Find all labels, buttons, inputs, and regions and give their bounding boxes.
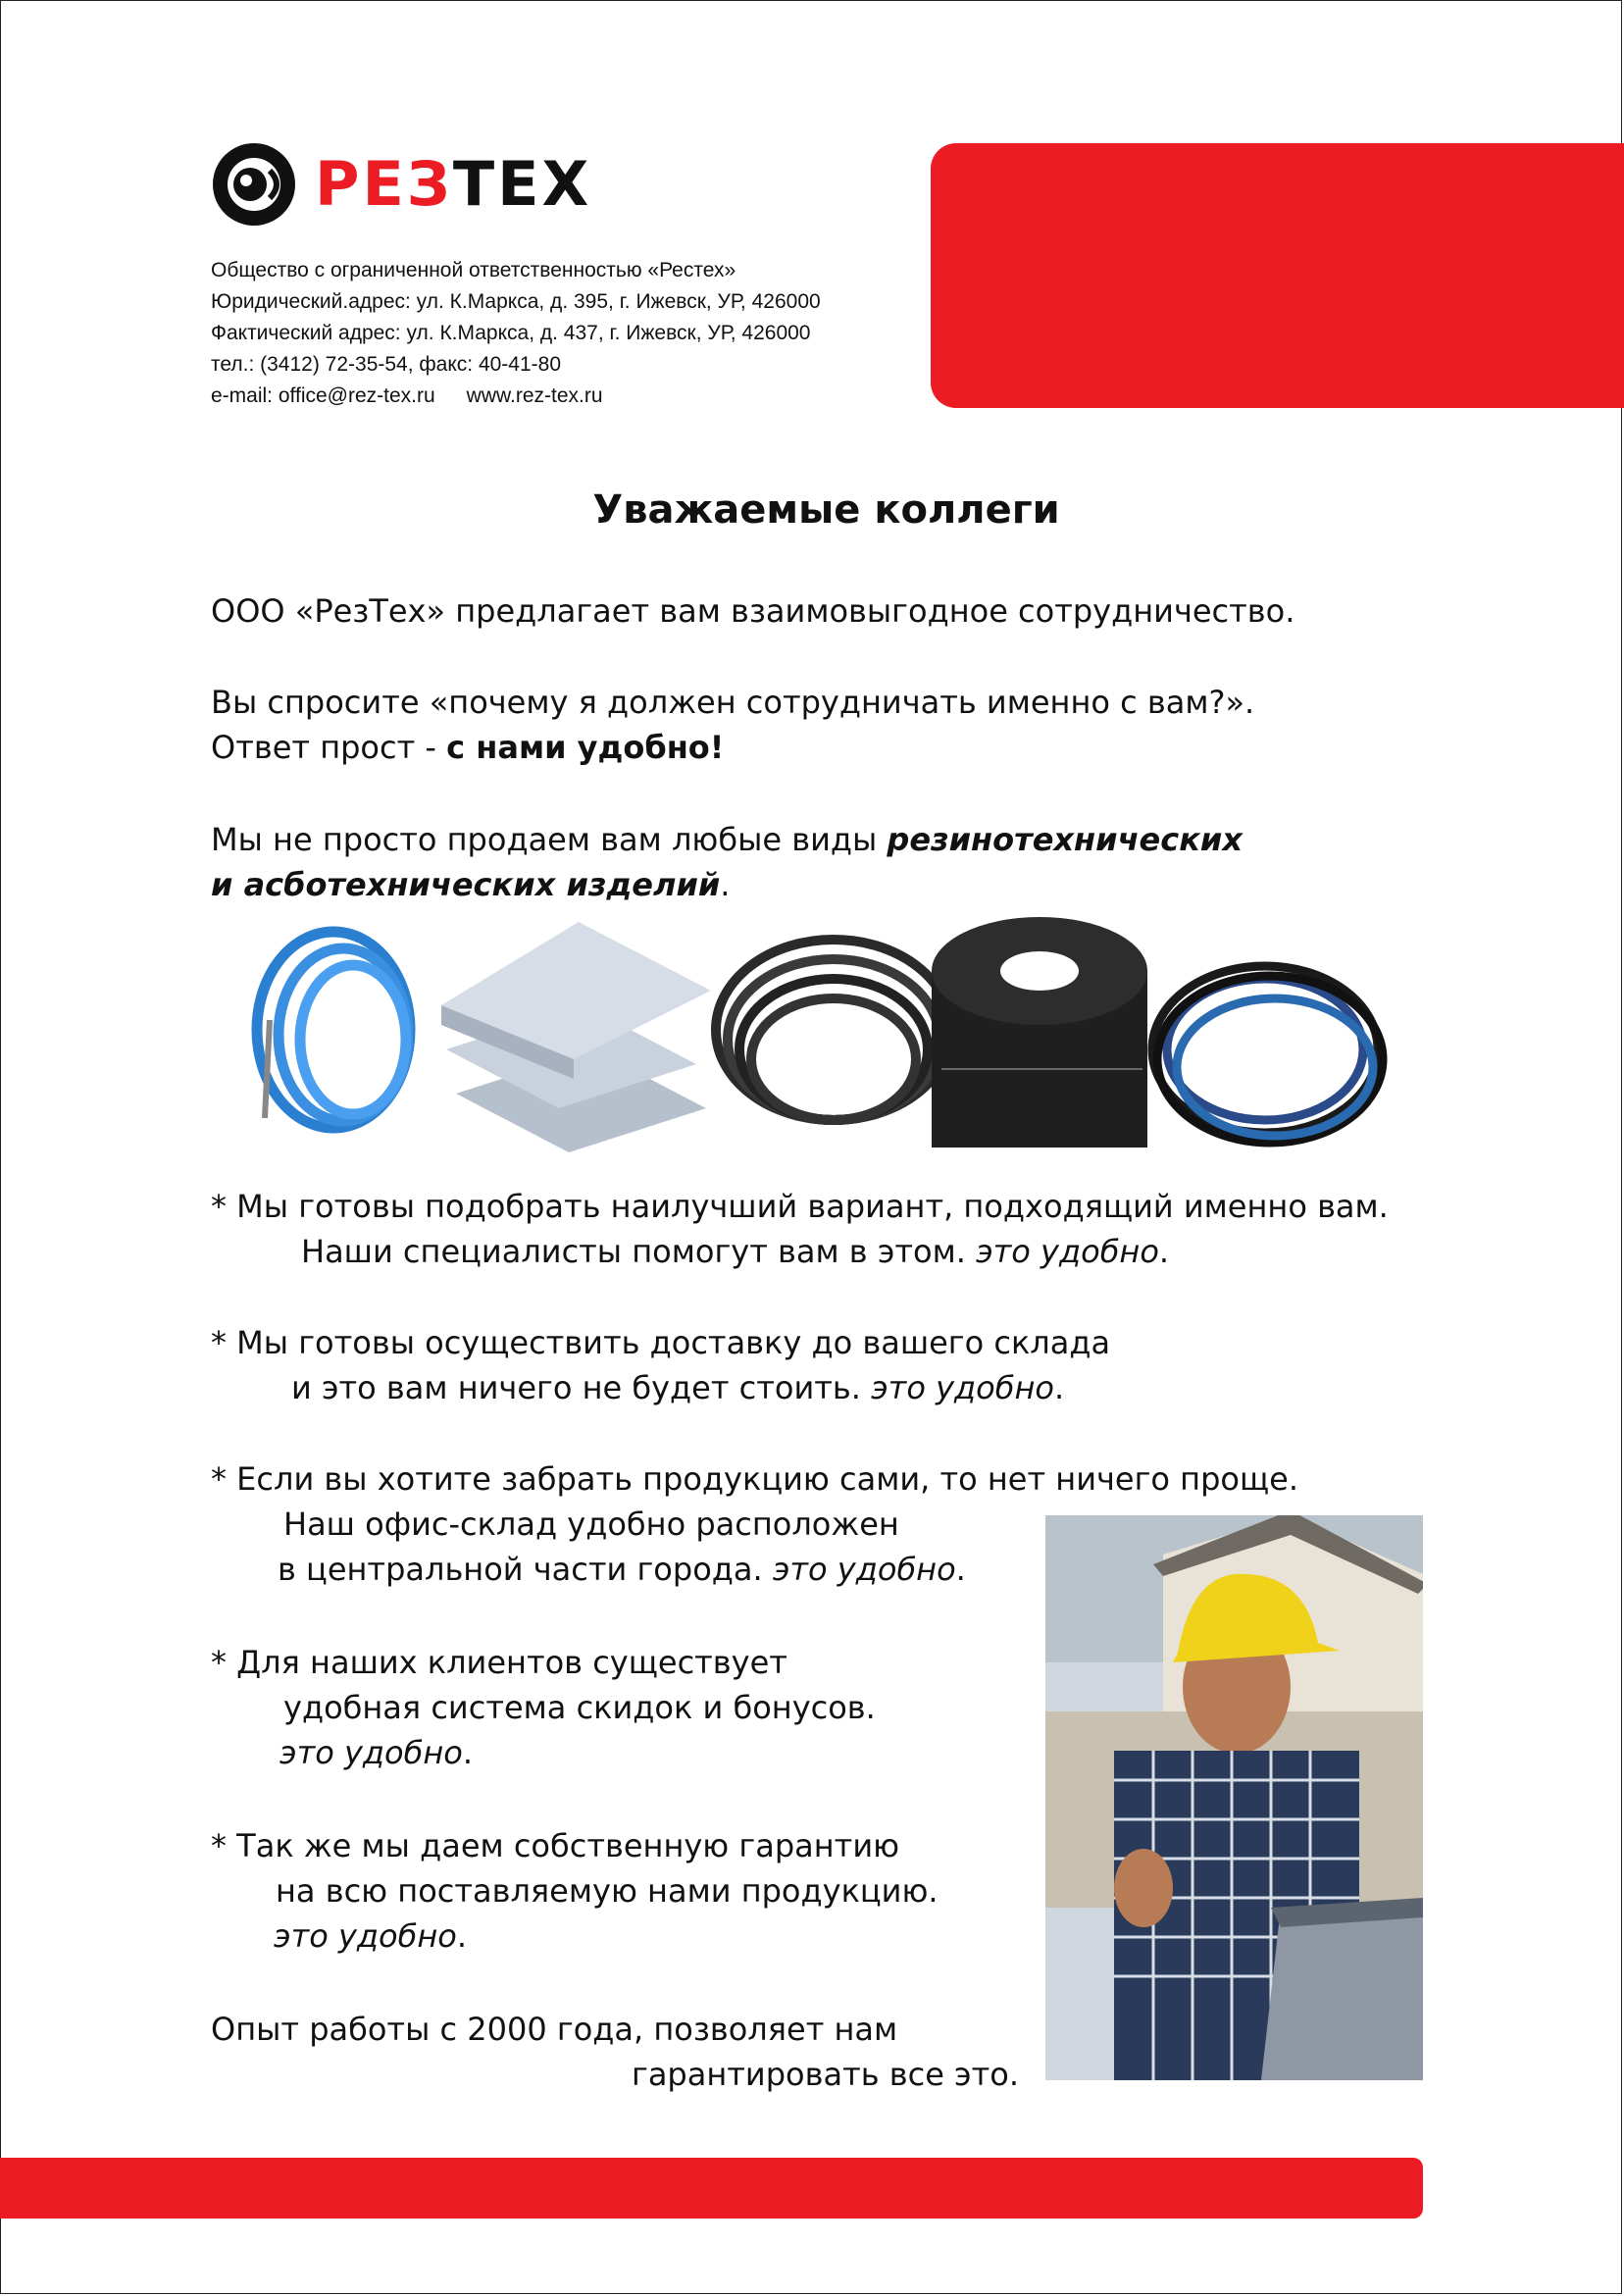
offer-line-2 <box>211 862 730 907</box>
blue-hose-picture <box>257 932 410 1128</box>
benefit-4-line-3: это удобно. <box>279 1734 473 1771</box>
offer-end: . <box>720 866 731 903</box>
company-logo <box>211 140 591 229</box>
products-image <box>245 912 1393 1155</box>
benefit-1-line-1: * Мы готовы подобрать наилучший вариант, подходящий именно вам. <box>211 1188 1389 1225</box>
offer-line-1 <box>211 817 1243 862</box>
benefit-5-line-1: * Так же мы даем собственную гарантию <box>211 1827 900 1864</box>
answer-text <box>211 725 724 770</box>
legal-name: Общество с ограниченной ответственностью «Рестех» <box>211 259 736 281</box>
email-link[interactable]: e-mail: office@rez-tex.ru <box>211 384 435 407</box>
answer-bold: с нами удобно! <box>446 729 725 766</box>
benefit-3-line-1: * Если вы хотите забрать продукцию сами, то нет ничего проще. <box>211 1460 1298 1498</box>
intro-text: ООО «РезТех» предлагает вам взаимовыгодное сотрудничество. <box>211 592 1295 630</box>
rubber-roll-picture <box>932 917 1147 1148</box>
logo-word-red: РЕЗ <box>315 148 453 220</box>
offer-bold-2: и асботехнических изделий <box>211 866 721 903</box>
benefit-2-line-2: и это вам ничего не будет стоить. это удобно. <box>291 1369 1065 1406</box>
offer-bold-1: резинотехнических <box>887 821 1243 858</box>
benefit-3-line-3: в центральной части города. это удобно. <box>278 1551 966 1588</box>
worker-photo <box>1045 1515 1423 2080</box>
answer-prefix: Ответ прост - <box>211 729 447 766</box>
company-contacts <box>211 255 821 412</box>
benefit-2-text: и это вам ничего не будет стоить. <box>291 1369 861 1406</box>
question-text: Вы спросите «почему я должен сотрудничать именно с вам?». <box>211 684 1255 721</box>
benefit-1-line-2: Наши специалисты помогут вам в этом. это удобно. <box>301 1233 1170 1270</box>
letter-title: Уважаемые коллеги <box>592 487 1060 533</box>
offer-prefix: Мы не просто продаем вам любые виды <box>211 821 888 858</box>
benefit-5-line-3: это удобно. <box>274 1917 467 1955</box>
benefit-5-tagline: это удобно <box>274 1917 457 1955</box>
benefit-4-line-2: удобная система скидок и бонусов. <box>283 1689 876 1726</box>
experience-line-1: Опыт работы с 2000 года, позволяет нам <box>211 2011 898 2048</box>
website-link[interactable]: www.rez-tex.ru <box>466 384 603 407</box>
actual-address: Фактический адрес: ул. К.Маркса, д. 437, г. Ижевск, УР, 426000 <box>211 322 811 344</box>
rubber-plates-picture <box>441 922 711 1152</box>
benefit-1-text: Наши специалисты помогут вам в этом. <box>301 1233 966 1270</box>
benefit-3-text: в центральной части города. <box>278 1551 763 1588</box>
logo-eye-icon <box>211 141 297 228</box>
footer-red-bar <box>0 2158 1423 2219</box>
benefit-2-tagline: это удобно <box>871 1369 1054 1406</box>
benefit-3-line-2: Наш офис-склад удобно расположен <box>283 1505 899 1543</box>
legal-address: Юридический.адрес: ул. К.Маркса, д. 395, г. Ижевск, УР, 426000 <box>211 290 821 313</box>
benefit-1-tagline: это удобно <box>976 1233 1159 1270</box>
email-website-row <box>211 381 821 412</box>
benefit-3-tagline: это удобно <box>772 1551 956 1588</box>
benefit-4-tagline: это удобно <box>279 1734 463 1771</box>
phone-fax: тел.: (3412) 72-35-54, факс: 40-41-80 <box>211 353 561 376</box>
benefit-4-line-1: * Для наших клиентов существует <box>211 1644 787 1681</box>
logo-word-black: ТЕХ <box>452 148 592 220</box>
black-hose-picture <box>716 940 951 1120</box>
experience-line-2: гарантировать все это. <box>632 2056 1019 2093</box>
header-red-block <box>931 143 1624 408</box>
benefit-5-line-2: на всю поставляемую нами продукцию. <box>276 1872 939 1910</box>
logo-wordmark <box>315 148 592 220</box>
v-belts-picture <box>1152 966 1383 1143</box>
benefit-2-line-1: * Мы готовы осуществить доставку до вашего склада <box>211 1324 1111 1361</box>
